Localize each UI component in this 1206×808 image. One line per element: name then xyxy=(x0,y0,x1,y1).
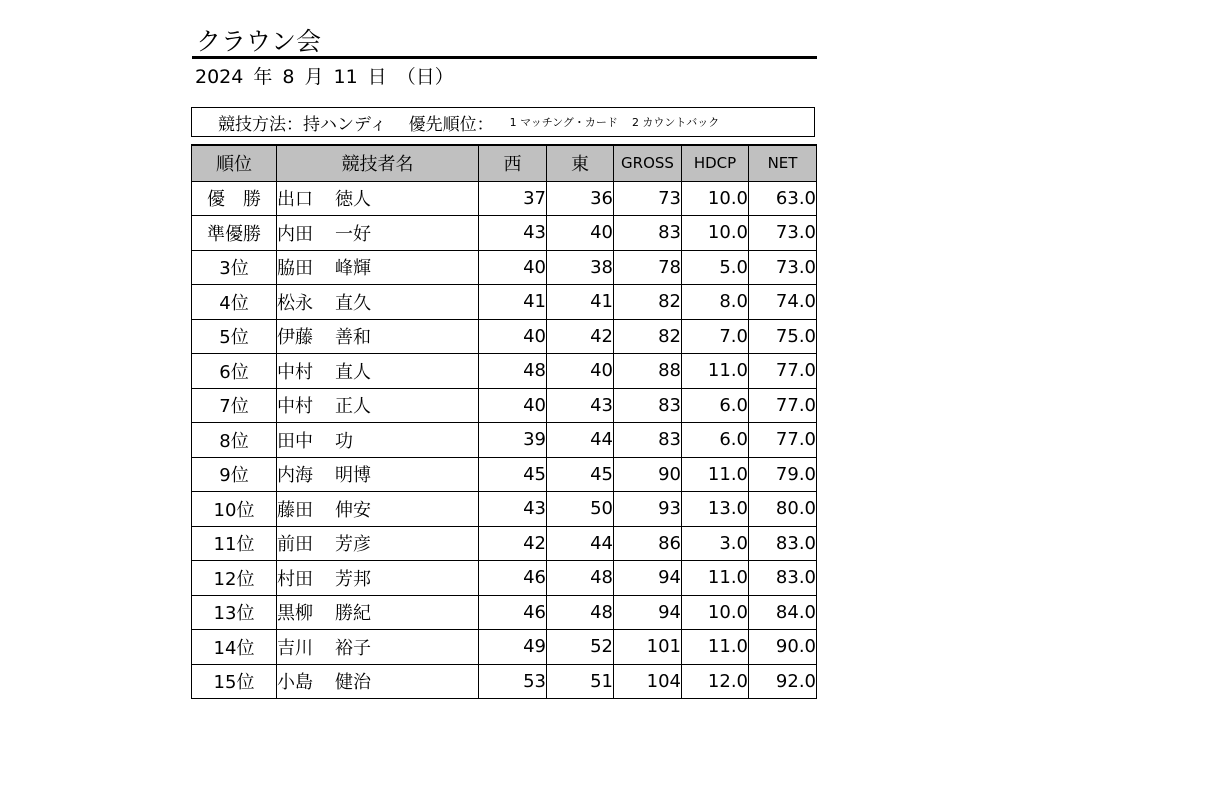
gross-score-cell: 83 xyxy=(614,423,682,458)
gross-score-cell: 90 xyxy=(614,457,682,492)
west-score-cell: 46 xyxy=(479,595,547,630)
east-score-cell: 40 xyxy=(547,354,614,389)
player-given-name: 直久 xyxy=(335,292,371,314)
east-score-cell: 40 xyxy=(547,216,614,251)
date-day: 11 xyxy=(333,66,358,88)
east-score-cell: 48 xyxy=(547,561,614,596)
rank-cell: 8位 xyxy=(192,423,277,458)
west-score-cell: 43 xyxy=(479,492,547,527)
net-score-cell: 92.0 xyxy=(749,664,817,699)
player-family-name: 田中 xyxy=(277,430,313,452)
east-score-cell: 50 xyxy=(547,492,614,527)
player-given-name: 徳人 xyxy=(335,189,371,211)
table-row xyxy=(192,354,817,389)
gross-score-cell: 93 xyxy=(614,492,682,527)
player-name-cell xyxy=(277,492,479,527)
west-score-cell: 39 xyxy=(479,423,547,458)
east-score-cell: 52 xyxy=(547,630,614,665)
player-given-name: 一好 xyxy=(335,223,371,245)
gross-score-cell: 83 xyxy=(614,216,682,251)
rank-cell: 準優勝 xyxy=(192,216,277,251)
header-net: NET xyxy=(749,145,817,181)
handicap-cell: 10.0 xyxy=(682,595,749,630)
west-score-cell: 40 xyxy=(479,250,547,285)
handicap-cell: 11.0 xyxy=(682,630,749,665)
player-family-name: 吉川 xyxy=(277,637,313,659)
handicap-cell: 10.0 xyxy=(682,181,749,216)
player-family-name: 中村 xyxy=(277,396,313,418)
player-family-name: 脇田 xyxy=(277,258,313,280)
player-given-name: 善和 xyxy=(335,327,371,349)
rank-cell: 5位 xyxy=(192,319,277,354)
west-score-cell: 42 xyxy=(479,526,547,561)
net-score-cell: 74.0 xyxy=(749,285,817,320)
handicap-cell: 6.0 xyxy=(682,423,749,458)
player-family-name: 内海 xyxy=(277,465,313,487)
gross-score-cell: 82 xyxy=(614,285,682,320)
player-given-name: 正人 xyxy=(335,396,371,418)
table-row xyxy=(192,250,817,285)
handicap-cell: 11.0 xyxy=(682,457,749,492)
east-score-cell: 51 xyxy=(547,664,614,699)
player-family-name: 内田 xyxy=(277,223,313,245)
table-row xyxy=(192,319,817,354)
header-west: 西 xyxy=(479,145,547,181)
player-name-cell xyxy=(277,388,479,423)
player-family-name: 黒柳 xyxy=(277,603,313,625)
net-score-cell: 90.0 xyxy=(749,630,817,665)
net-score-cell: 80.0 xyxy=(749,492,817,527)
rank-cell: 12位 xyxy=(192,561,277,596)
west-score-cell: 40 xyxy=(479,319,547,354)
west-score-cell: 40 xyxy=(479,388,547,423)
player-given-name: 裕子 xyxy=(335,637,371,659)
header-gross: GROSS xyxy=(614,145,682,181)
table-row xyxy=(192,664,817,699)
player-name-cell xyxy=(277,595,479,630)
table-row xyxy=(192,630,817,665)
net-score-cell: 84.0 xyxy=(749,595,817,630)
rank-cell: 10位 xyxy=(192,492,277,527)
date-month: 8 xyxy=(282,66,295,88)
date-weekday: （日） xyxy=(396,66,454,88)
player-family-name: 藤田 xyxy=(277,499,313,521)
net-score-cell: 77.0 xyxy=(749,388,817,423)
header-rank: 順位 xyxy=(192,145,277,181)
player-given-name: 直人 xyxy=(335,361,371,383)
gross-score-cell: 86 xyxy=(614,526,682,561)
net-score-cell: 77.0 xyxy=(749,423,817,458)
east-score-cell: 45 xyxy=(547,457,614,492)
player-name-cell xyxy=(277,630,479,665)
table-row xyxy=(192,216,817,251)
player-name-cell xyxy=(277,423,479,458)
table-row xyxy=(192,526,817,561)
rank-cell: 6位 xyxy=(192,354,277,389)
gross-score-cell: 83 xyxy=(614,388,682,423)
east-score-cell: 41 xyxy=(547,285,614,320)
east-score-cell: 42 xyxy=(547,319,614,354)
rank-cell: 15位 xyxy=(192,664,277,699)
net-score-cell: 83.0 xyxy=(749,561,817,596)
player-name-cell xyxy=(277,526,479,561)
player-given-name: 芳邦 xyxy=(335,568,371,590)
table-row xyxy=(192,423,817,458)
player-name-cell xyxy=(277,250,479,285)
player-name-cell xyxy=(277,319,479,354)
net-score-cell: 75.0 xyxy=(749,319,817,354)
player-given-name: 芳彦 xyxy=(335,534,371,556)
east-score-cell: 44 xyxy=(547,423,614,458)
gross-score-cell: 101 xyxy=(614,630,682,665)
east-score-cell: 48 xyxy=(547,595,614,630)
west-score-cell: 43 xyxy=(479,216,547,251)
page-title: クラウン会 xyxy=(196,27,322,56)
player-name-cell xyxy=(277,354,479,389)
rank-cell: 9位 xyxy=(192,457,277,492)
date-month-unit: 月 xyxy=(304,66,324,88)
handicap-cell: 8.0 xyxy=(682,285,749,320)
net-score-cell: 83.0 xyxy=(749,526,817,561)
player-family-name: 前田 xyxy=(277,534,313,556)
competition-method-box xyxy=(191,107,815,137)
west-score-cell: 48 xyxy=(479,354,547,389)
event-date xyxy=(195,64,464,90)
player-name-cell xyxy=(277,181,479,216)
table-row xyxy=(192,388,817,423)
handicap-cell: 11.0 xyxy=(682,354,749,389)
handicap-cell: 6.0 xyxy=(682,388,749,423)
handicap-cell: 5.0 xyxy=(682,250,749,285)
method-label: 競技方法： xyxy=(218,114,303,135)
player-family-name: 中村 xyxy=(277,361,313,383)
handicap-cell: 12.0 xyxy=(682,664,749,699)
player-family-name: 松永 xyxy=(277,292,313,314)
west-score-cell: 49 xyxy=(479,630,547,665)
rank-cell: 13位 xyxy=(192,595,277,630)
east-score-cell: 44 xyxy=(547,526,614,561)
player-name-cell xyxy=(277,285,479,320)
player-name-cell xyxy=(277,457,479,492)
header-hdcp: HDCP xyxy=(682,145,749,181)
player-given-name: 峰輝 xyxy=(335,258,371,280)
west-score-cell: 46 xyxy=(479,561,547,596)
handicap-cell: 7.0 xyxy=(682,319,749,354)
gross-score-cell: 94 xyxy=(614,561,682,596)
net-score-cell: 79.0 xyxy=(749,457,817,492)
date-day-unit: 日 xyxy=(367,66,387,88)
handicap-cell: 13.0 xyxy=(682,492,749,527)
east-score-cell: 36 xyxy=(547,181,614,216)
player-given-name: 伸安 xyxy=(335,499,371,521)
priority-2: 2 カウントバック xyxy=(631,116,720,129)
table-row xyxy=(192,181,817,216)
rank-cell: 優 勝 xyxy=(192,181,277,216)
player-given-name: 明博 xyxy=(335,465,371,487)
gross-score-cell: 104 xyxy=(614,664,682,699)
table-row xyxy=(192,457,817,492)
table-row xyxy=(192,285,817,320)
player-name-cell xyxy=(277,216,479,251)
handicap-cell: 3.0 xyxy=(682,526,749,561)
gross-score-cell: 73 xyxy=(614,181,682,216)
net-score-cell: 73.0 xyxy=(749,250,817,285)
player-name-cell xyxy=(277,664,479,699)
table-row xyxy=(192,561,817,596)
net-score-cell: 77.0 xyxy=(749,354,817,389)
net-score-cell: 63.0 xyxy=(749,181,817,216)
player-family-name: 小島 xyxy=(277,672,313,694)
rank-cell: 3位 xyxy=(192,250,277,285)
title-underline xyxy=(192,56,817,59)
east-score-cell: 43 xyxy=(547,388,614,423)
player-family-name: 出口 xyxy=(277,189,313,211)
rank-cell: 14位 xyxy=(192,630,277,665)
header-name: 競技者名 xyxy=(277,145,479,181)
priority-label: 優先順位： xyxy=(408,114,494,135)
handicap-cell: 11.0 xyxy=(682,561,749,596)
west-score-cell: 45 xyxy=(479,457,547,492)
rank-cell: 4位 xyxy=(192,285,277,320)
table-header-row xyxy=(192,145,817,181)
results-table xyxy=(191,144,817,699)
player-given-name: 功 xyxy=(335,430,353,452)
gross-score-cell: 88 xyxy=(614,354,682,389)
west-score-cell: 41 xyxy=(479,285,547,320)
player-given-name: 勝紀 xyxy=(335,603,371,625)
priority-1: 1 マッチング・カード xyxy=(509,116,618,129)
method-value: 持ハンディ xyxy=(303,114,387,135)
header-east: 東 xyxy=(547,145,614,181)
date-year-unit: 年 xyxy=(253,66,273,88)
gross-score-cell: 78 xyxy=(614,250,682,285)
east-score-cell: 38 xyxy=(547,250,614,285)
net-score-cell: 73.0 xyxy=(749,216,817,251)
player-given-name: 健治 xyxy=(335,672,371,694)
west-score-cell: 37 xyxy=(479,181,547,216)
rank-cell: 7位 xyxy=(192,388,277,423)
date-year: 2024 xyxy=(195,66,244,88)
table-row xyxy=(192,595,817,630)
player-family-name: 村田 xyxy=(277,568,313,590)
player-name-cell xyxy=(277,561,479,596)
player-family-name: 伊藤 xyxy=(277,327,313,349)
rank-cell: 11位 xyxy=(192,526,277,561)
gross-score-cell: 94 xyxy=(614,595,682,630)
gross-score-cell: 82 xyxy=(614,319,682,354)
table-row xyxy=(192,492,817,527)
west-score-cell: 53 xyxy=(479,664,547,699)
handicap-cell: 10.0 xyxy=(682,216,749,251)
